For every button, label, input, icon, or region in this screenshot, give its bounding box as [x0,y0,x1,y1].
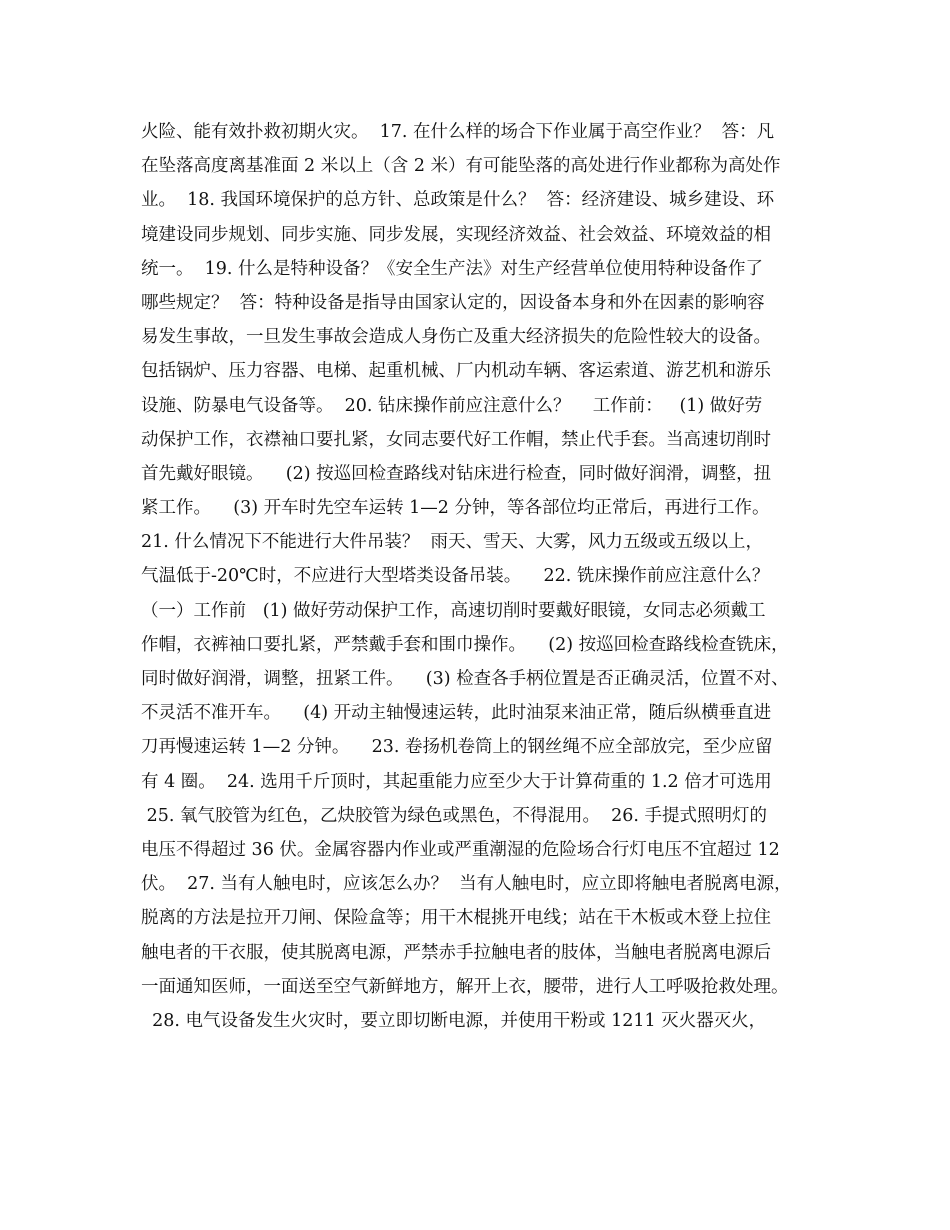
text-line: 伏。 27. 当有人触电时，应该怎么办？ 当有人触电时，应立即将触电者脱离电源， [141,874,792,895]
text-line: 28. 电气设备发生火灾时，要立即切断电源，并使用干粉或 1211 灭火器灭火， [141,1010,767,1031]
text-line: 动保护工作，衣襟袖口要扎紧，女同志要代好工作帽，禁止代手套。当高速切削时 [141,429,771,450]
text-line: 触电者的干衣服，使其脱离电源，严禁赤手拉触电者的肢体，当触电者脱离电源后 [141,942,771,963]
text-line: 火险、能有效扑救初期火灾。 17. 在什么样的场合下作业属于高空作业？ 答：凡 [141,122,775,142]
text-line: （一）工作前 (1) 做好劳动保护工作，高速切削时要戴好眼镜，女同志必须戴工 [141,600,766,621]
text-line: 业。 18. 我国环境保护的总方针、总政策是什么？ 答：经济建设、城乡建设、环 [141,190,775,211]
text-line: 紧工作。 (3) 开车时先空车运转 1—2 分钟，等各部位均正常后，再进行工作。 [141,498,770,519]
text-line: 同时做好润滑，调整，扭紧工件。 (3) 检查各手柄位置是否正确灵活，位置不对、 [141,669,789,689]
text-line: 25. 氧气胶管为红色，乙炔胶管为绿色或黑色，不得混用。 26. 手提式照明灯的 [141,805,767,826]
text-line: 作帽，衣裤袖口要扎紧，严禁戴手套和围巾操作。 (2) 按巡回检查路线检查铣床， [141,634,789,655]
text-line: 境建设同步规划、同步实施、同步发展，实现经济效益、社会效益、环境效益的相 [141,224,771,245]
text-line: 哪些规定？ 答：特种设备是指导由国家认定的，因设备本身和外在因素的影响容 [141,292,765,313]
text-line: 21. 什么情况下不能进行大件吊装？ 雨天、雪天、大雾，风力五级或五级以上， [141,532,764,553]
text-line: 统一。 19. 什么是特种设备？《安全生产法》对生产经营单位使用特种设备作了 [141,258,764,279]
text-line: 包括锅炉、压力容器、电梯、起重机械、厂内机动车辆、客运索道、游艺机和游乐 [141,361,771,382]
text-line: 在坠落高度离基准面 2 米以上（含 2 米）有可能坠落的高处进行作业都称为高处作 [141,156,781,177]
text-line: 电压不得超过 36 伏。金属容器内作业或严重潮湿的危险场合行灯电压不宜超过 12 [141,839,780,860]
text-line: 不灵活不准开车。 (4) 开动主轴慢速运转，此时油泵来油正常，随后纵横垂直进 [141,703,772,724]
document-body [141,115,831,1038]
text-line: 设施、防暴电气设备等。 20. 钻床操作前应注意什么？ 工作前： (1) 做好劳 [141,395,763,416]
text-line: 脱离的方法是拉开刀闸、保险盒等；用干木棍挑开电线；站在干木板或木登上拉住 [141,908,771,929]
text-line: 一面通知医师，一面送至空气新鲜地方，解开上衣，腰带，进行人工呼吸抢救处理。 [141,976,789,997]
text-line: 易发生事故，一旦发生事故会造成人身伤亡及重大经济损失的危险性较大的设备。 [141,327,771,348]
text-line: 首先戴好眼镜。 (2) 按巡回检查路线对钻床进行检查，同时做好润滑，调整，扭 [141,463,772,484]
text-line: 刀再慢速运转 1—2 分钟。 23. 卷扬机卷筒上的钢丝绳不应全部放完，至少应留 [141,737,773,758]
text-line: 有 4 圈。 24. 选用千斤顶时，其起重能力应至少大于计算荷重的 1.2 倍才可选用 [141,771,772,792]
text-line: 气温低于-20℃时，不应进行大型塔类设备吊装。 22. 铣床操作前应注意什么？ [141,566,770,587]
